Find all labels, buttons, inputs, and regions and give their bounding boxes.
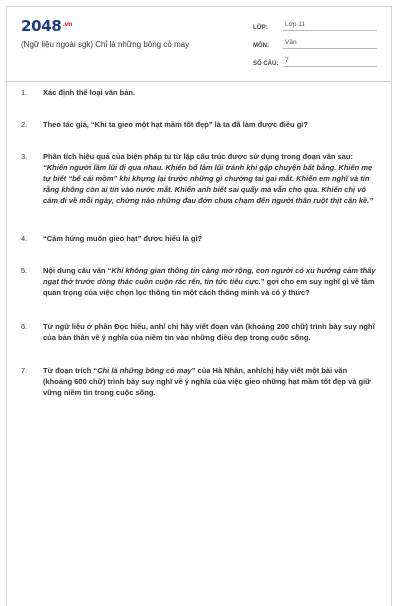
question-prompt: “Cảm hứng muốn gieo hạt” được hiểu là gì? [43, 234, 203, 243]
question-text [43, 151, 377, 206]
logo-text: 2048 [21, 17, 62, 35]
quoted-passage: Khi không gian thông tin càng mở rộng, con người có xu hướng cảm thấy ngạt thở trước dòng thác cuồn cuộn rác rến, tin tức tiêu cực. [43, 266, 376, 286]
question-prompt: Từ ngữ liệu ở phần Đọc hiểu, anh/ chị hãy viết đoạn văn (khoảng 200 chữ) trình bày suy nghĩ của bản thân về ý nghĩa của niềm tin vào những điều đẹp trong cuộc sống. [43, 322, 375, 342]
logo-suffix: .vn [62, 21, 73, 28]
question-text [43, 321, 377, 343]
question-number: 7. [21, 366, 28, 375]
question-prompt: ” của Hà Nhân, anh/chị hãy viết một bài văn (khoảng 600 chữ) trình bày suy nghĩ về ý nghĩa của việc gieo những hạt mầm tốt đẹp và giữ vững niềm tin trong cuộc sống. [43, 366, 371, 397]
question-prompt: Từ đoạn trích “ [43, 366, 98, 375]
question-item [21, 365, 377, 398]
question-number: 3. [21, 152, 28, 161]
question-prompt: ” gợi cho em suy nghĩ gì về tầm quan trọng của việc chọn lọc thông tin một cách thông minh và có ý thức? [43, 277, 375, 297]
question-prompt: Xác định thể loại văn bản. [43, 88, 136, 97]
meta-row-grade [253, 17, 377, 31]
question-number: 4. [21, 234, 28, 243]
question-prompt: Theo tác giả, “Khi ta gieo một hạt mầm tốt đẹp” là ta đã làm được điều gì? [43, 120, 308, 129]
question-text [43, 265, 377, 298]
question-item [21, 233, 377, 244]
meta-info [253, 17, 377, 71]
question-item [21, 321, 377, 343]
question-number: 6. [21, 322, 28, 331]
worksheet-header [7, 7, 391, 82]
meta-label: MÔN: [253, 43, 269, 49]
question-text [43, 233, 377, 244]
quoted-passage: “Khiến người lầm lũi đi qua nhau. Khiến bố lầm lũi tránh khi gặp chuyện bất bằng. Khiến mẹ tự biết “bế cái mồm” khi khựng lại trước những gì chướng tai gai mắt. Khiến em nghĩ và tin rằng không còn ai tin vào nước mắt. Khiến anh biết sai quấy mà vẫn cho qua. Khiến chị vô cảm đi về mỗi ngày, chừng nào những đau đớn chưa chạm đến người thân ruột thịt cận kề.” [43, 163, 373, 205]
document-title: (Ngữ liệu ngoài sgk) Chỉ là những bông cỏ may [21, 40, 190, 49]
question-item [21, 119, 377, 130]
meta-value: Lớp 11 [283, 21, 377, 31]
site-logo[interactable] [21, 17, 72, 35]
question-item [21, 151, 377, 206]
question-text [43, 365, 377, 398]
question-text [43, 87, 377, 98]
meta-value: 7 [283, 57, 377, 67]
question-number: 5. [21, 266, 28, 275]
meta-label: SỐ CÂU: [253, 61, 279, 67]
question-prompt: Phân tích hiệu quả của biện pháp tu từ lặp cấu trúc được sử dụng trong đoạn văn sau: [43, 152, 353, 161]
question-number: 2. [21, 120, 28, 129]
question-item [21, 87, 377, 98]
question-text [43, 119, 377, 130]
quoted-passage: Chỉ là những bông cỏ may [97, 366, 192, 375]
meta-label: LỚP: [253, 25, 268, 31]
meta-row-question-count [253, 53, 377, 67]
question-item [21, 265, 377, 298]
question-number: 1. [21, 88, 28, 97]
worksheet-page [6, 6, 392, 606]
meta-value: Văn [283, 39, 377, 49]
question-prompt: Nội dung câu văn “ [43, 266, 112, 275]
meta-row-subject [253, 35, 377, 49]
